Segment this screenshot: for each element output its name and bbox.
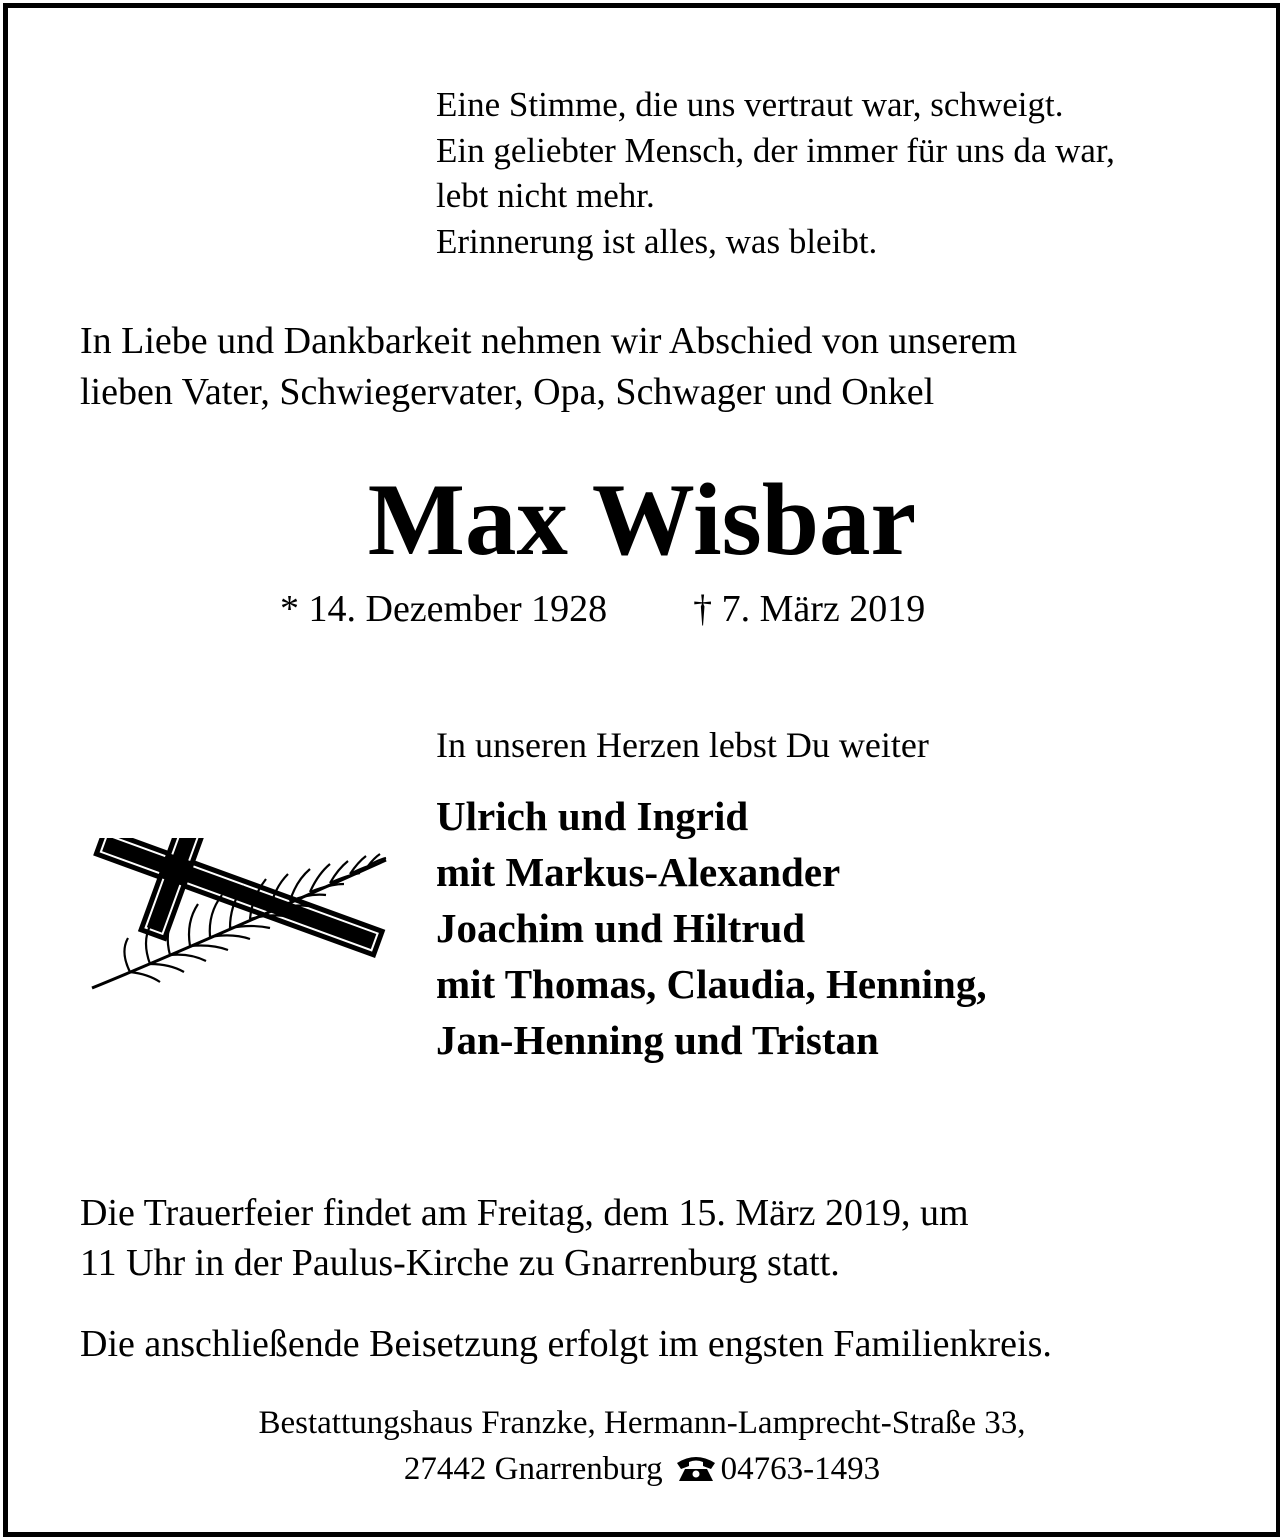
notice-border [3, 3, 1280, 1537]
undertaker-contact [8, 1446, 1276, 1492]
life-dates [280, 586, 925, 632]
undertaker-phone: 04763-1493 [720, 1451, 881, 1487]
death-date: † 7. März 2019 [693, 588, 926, 630]
poem [436, 82, 1115, 264]
poem-line: Eine Stimme, die uns vertraut war, schweigt. [436, 85, 1064, 124]
mourner-line: mit Markus-Alexander [436, 849, 841, 895]
mourner-line: Ulrich und Ingrid [436, 793, 749, 839]
telephone-icon [675, 1453, 717, 1483]
cross-with-palm-branch-icon [70, 838, 390, 998]
mourner-line: Jan-Henning und Tristan [436, 1017, 879, 1063]
intro-line: lieben Vater, Schwiegervater, Opa, Schwager und Onkel [80, 371, 935, 413]
burial-info: Die anschließende Beisetzung erfolgt im engsten Familienkreis. [80, 1323, 1052, 1365]
farewell-intro [80, 316, 1017, 418]
mourner-line: mit Thomas, Claudia, Henning, [436, 961, 987, 1007]
birth-date: * 14. Dezember 1928 [280, 588, 608, 630]
poem-line: lebt nicht mehr. [436, 176, 655, 215]
funeral-service-info [80, 1188, 969, 1288]
mourner-line: Joachim und Hiltrud [436, 905, 806, 951]
undertaker-address: Bestattungshaus Franzke, Hermann-Lamprecht-Straße 33, [258, 1405, 1026, 1441]
poem-line: Erinnerung ist alles, was bleibt. [436, 221, 878, 261]
remembrance-line: In unseren Herzen lebst Du weiter [436, 725, 929, 765]
mourners-list [436, 788, 987, 1068]
undertaker-city: 27442 Gnarrenburg [403, 1451, 663, 1487]
undertaker-info [8, 1400, 1276, 1492]
deceased-name: Max Wisbar [367, 463, 917, 577]
intro-line: In Liebe und Dankbarkeit nehmen wir Abschied von unserem [80, 320, 1018, 362]
poem-line: Ein geliebter Mensch, der immer für uns da war, [436, 130, 1115, 170]
service-line: Die Trauerfeier findet am Freitag, dem 15. März 2019, um [80, 1192, 969, 1234]
service-line: 11 Uhr in der Paulus-Kirche zu Gnarrenburg statt. [80, 1242, 840, 1284]
